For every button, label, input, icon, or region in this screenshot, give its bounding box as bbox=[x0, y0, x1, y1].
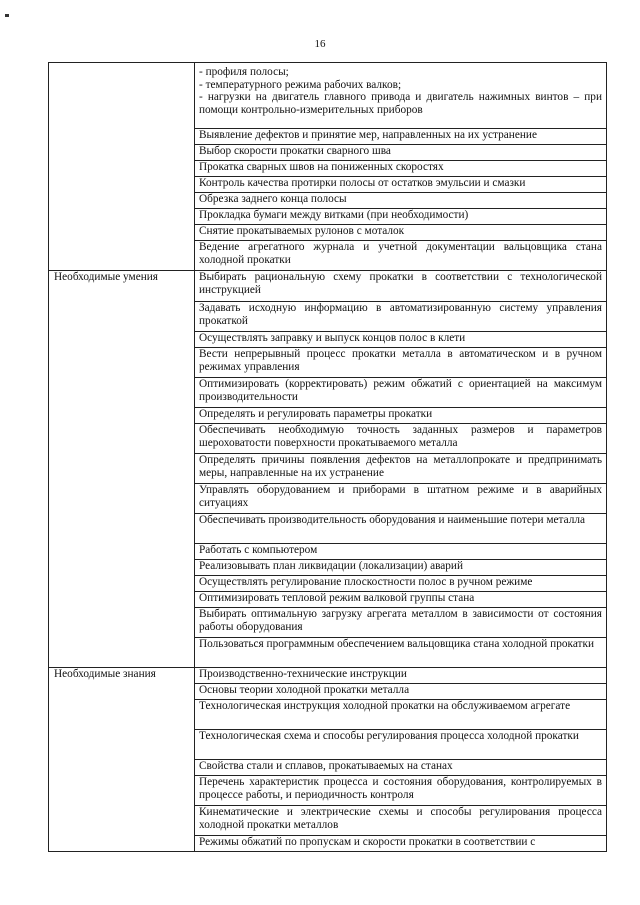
table-row bbox=[49, 63, 607, 129]
section-label: Необходимые знания bbox=[49, 668, 195, 852]
table-row bbox=[49, 668, 607, 684]
table-cell: Осуществлять заправку и выпуск концов полос в клети bbox=[195, 332, 607, 348]
table-cell: Оптимизировать (корректировать) режим обжатий с ориентацией на максимум производительности bbox=[195, 378, 607, 408]
competency-table bbox=[48, 62, 607, 852]
table-cell: Реализовывать план ликвидации (локализации) аварий bbox=[195, 560, 607, 576]
table-cell: Свойства стали и сплавов, прокатываемых на станах bbox=[195, 760, 607, 776]
table-cell: Пользоваться программным обеспечением вальцовщика стана холодной прокатки bbox=[195, 638, 607, 668]
table-cell: Выявление дефектов и принятие мер, направленных на их устранение bbox=[195, 129, 607, 145]
table-cell: Работать с компьютером bbox=[195, 544, 607, 560]
table-cell: Определять причины появления дефектов на металлопрокате и предпринимать меры, направленные на их устранение bbox=[195, 454, 607, 484]
page-number: 16 bbox=[314, 38, 326, 50]
table-cell: Основы теории холодной прокатки металла bbox=[195, 684, 607, 700]
table-cell: Обрезка заднего конца полосы bbox=[195, 193, 607, 209]
table-cell: Осуществлять регулирование плоскостности полос в ручном режиме bbox=[195, 576, 607, 592]
table-cell: Выбирать оптимальную загрузку агрегата металлом в зависимости от состояния работы оборудования bbox=[195, 608, 607, 638]
scan-artifact bbox=[5, 14, 9, 17]
section-label bbox=[49, 63, 195, 271]
table-body bbox=[49, 63, 607, 852]
table-cell: Вести непрерывный процесс прокатки металла в автоматическом и в ручном режимах управления bbox=[195, 348, 607, 378]
table-cell: Технологическая инструкция холодной прокатки на обслуживаемом агрегате bbox=[195, 700, 607, 730]
table-cell: Производственно-технические инструкции bbox=[195, 668, 607, 684]
table-cell: Оптимизировать тепловой режим валковой группы стана bbox=[195, 592, 607, 608]
table-cell: Режимы обжатий по пропускам и скорости прокатки в соответствии с bbox=[195, 836, 607, 852]
table-cell bbox=[195, 63, 607, 129]
table-cell: Кинематические и электрические схемы и способы регулирования процесса холодной прокатки металлов bbox=[195, 806, 607, 836]
table-cell: Перечень характеристик процесса и состояния оборудования, контролируемых в процессе работы, и периодичность контроля bbox=[195, 776, 607, 806]
table-cell: Технологическая схема и способы регулирования процесса холодной прокатки bbox=[195, 730, 607, 760]
table-cell: Прокладка бумаги между витками (при необходимости) bbox=[195, 209, 607, 225]
table-cell: Прокатка сварных швов на пониженных скоростях bbox=[195, 161, 607, 177]
cell-line: - нагрузки на двигатель главного привода и двигатель нажимных винтов – при помощи контрольно-измерительных приборов bbox=[199, 91, 602, 116]
table-cell: Выбирать рациональную схему прокатки в соответствии с технологической инструкцией bbox=[195, 271, 607, 302]
cell-line: - профиля полосы; bbox=[199, 66, 289, 78]
table-cell: Снятие прокатываемых рулонов с моталок bbox=[195, 225, 607, 241]
table-cell: Выбор скорости прокатки сварного шва bbox=[195, 145, 607, 161]
table-cell: Обеспечивать необходимую точность заданных размеров и параметров шероховатости поверхности прокатываемого металла bbox=[195, 424, 607, 454]
section-label: Необходимые умения bbox=[49, 271, 195, 668]
table-cell: Определять и регулировать параметры прокатки bbox=[195, 408, 607, 424]
table-cell: Задавать исходную информацию в автоматизированную систему управления прокаткой bbox=[195, 302, 607, 332]
table-row bbox=[49, 271, 607, 302]
table-cell: Управлять оборудованием и приборами в штатном режиме и в аварийных ситуациях bbox=[195, 484, 607, 514]
table-cell: Контроль качества протирки полосы от остатков эмульсии и смазки bbox=[195, 177, 607, 193]
cell-line: - температурного режима рабочих валков; bbox=[199, 78, 402, 91]
table-cell: Ведение агрегатного журнала и учетной документации вальцовщика стана холодной прокатки bbox=[195, 241, 607, 271]
table-cell: Обеспечивать производительность оборудования и наименьшие потери металла bbox=[195, 514, 607, 544]
